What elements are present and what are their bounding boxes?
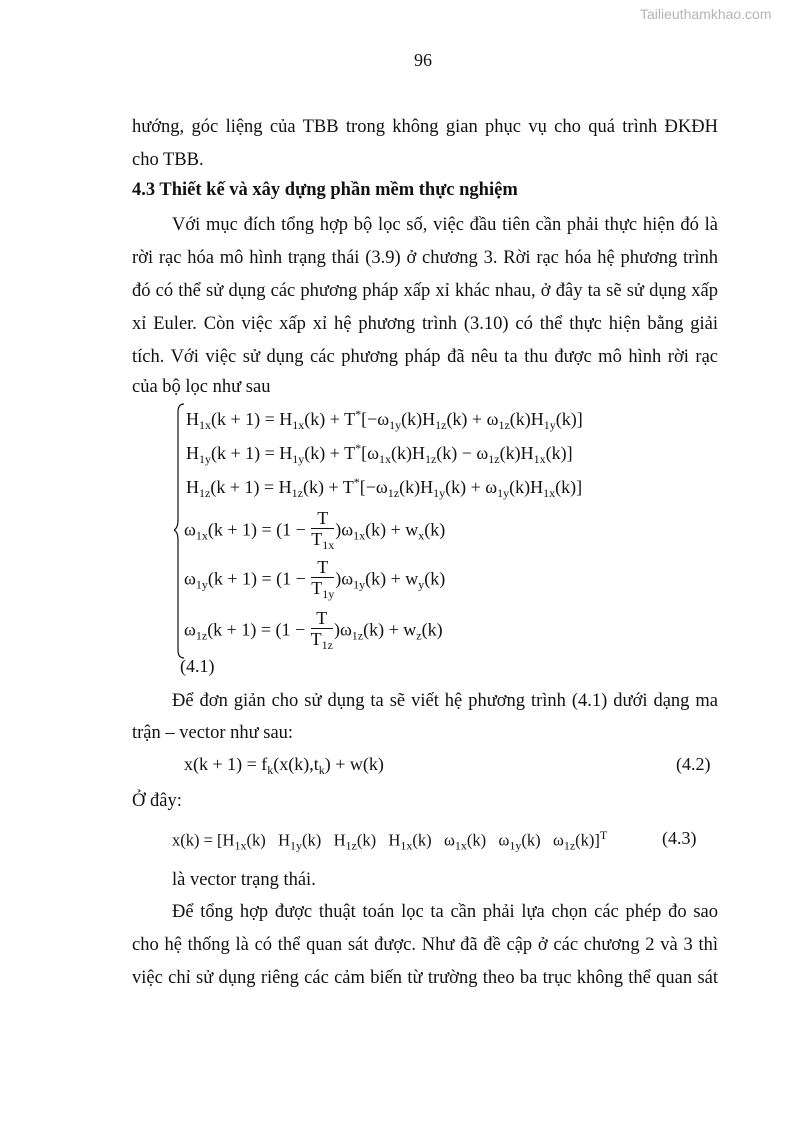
equation-row: $H_{1y}(k + 1) = H_{1y}(k) + T^*[\omega_{1x}(k)H_{1z}(k) - \omega_{1z}(k)H_{1x}(k)]$ <box>186 441 573 466</box>
section-heading: 4.3 Thiết kế và xây dựng phần mềm thực nghiệm <box>132 180 518 200</box>
equation-row: $H_{1z}(k + 1) = H_{1z}(k) + T^*[-\omega_{1z}(k)H_{1y}(k) + \omega_{1y}(k)H_{1x}(k)]$ <box>186 475 583 500</box>
paragraph-line: việc chỉ sử dụng riêng các cảm biến từ trường theo ba trục không thể quan sát <box>132 968 718 988</box>
paragraph-line: Để tổng hợp được thuật toán lọc ta cần phải lựa chọn các phép đo sao <box>172 902 718 922</box>
paragraph-line: của bộ lọc như sau <box>132 377 271 397</box>
paragraph-line: Với mục đích tổng hợp bộ lọc số, việc đầu tiên cần phải thực hiện đó là <box>172 215 718 235</box>
paragraph-line: trận – vector như sau: <box>132 723 294 743</box>
paragraph-line: hướng, góc liệng của TBB trong không gian phục vụ cho quá trình ĐKĐH <box>132 117 718 137</box>
watermark: Tailieuthamkhao.com <box>640 6 772 22</box>
paragraph-line: Để đơn giản cho sử dụng ta sẽ viết hệ phương trình (4.1) dưới dạng ma <box>172 691 718 711</box>
paragraph-line: đó có thể sử dụng các phương pháp xấp xỉ khác nhau, ở đây ta sẽ sử dụng xấp <box>132 281 718 301</box>
paragraph-line: tích. Với việc sử dụng các phương pháp đã nêu ta thu được mô hình rời rạc <box>132 347 718 367</box>
equation-row: $\omega_{1y}(k + 1) = (1$ − $\frac{T}{T_{1y}}$ )$\omega_{1y}(k) + w_y(k)$ <box>184 557 446 601</box>
paragraph-line: cho hệ thống là có thể quan sát được. Như đã đề cập ở các chương 2 và 3 thì <box>132 935 718 955</box>
equation-row: $\omega_{1z}(k + 1) = (1$ − $\frac{T}{T_{1z}}$ )$\omega_{1z}(k) + w_z(k)$ <box>184 608 443 652</box>
equation-label: (4.2) <box>676 754 711 774</box>
paragraph-line: xỉ Euler. Còn việc xấp xỉ hệ phương trình (3.10) có thể thực hiện bằng giải <box>132 314 718 334</box>
paragraph-line: cho TBB. <box>132 150 204 170</box>
equation-label: (4.1) <box>180 656 215 676</box>
equation-label: (4.3) <box>662 828 697 848</box>
equation-row: $\omega_{1x}(k + 1) = (1$ − $\frac{T}{T_{1x}}$ )$\omega_{1x}(k) + w_x(k)$ <box>184 508 446 552</box>
paragraph-line: rời rạc hóa mô hình trạng thái (3.9) ở chương 3. Rời rạc hóa hệ phương trình <box>132 248 718 268</box>
equation-row: $H_{1x}(k + 1) = H_{1x}(k) + T^*[-\omega_{1y}(k)H_{1z}(k) + \omega_{1z}(k)H_{1y}(k)]$ <box>186 407 583 432</box>
equation-4-3: $x(k) = [H_{1x}(k)$ $H_{1y}(k)$ $H_{1z}(k)$ $H_{1x}(k)$ $\omega_{1x}(k)$ $\omega_{1y}(k)$ $\omega_{1z}(k)]^T$ <box>172 828 608 853</box>
paragraph-line: Ở đây: <box>132 791 182 811</box>
equation-4-2: $x(k + 1) = f_k(x(k),t_k) + w(k)$ <box>184 754 384 777</box>
paragraph-line: là vector trạng thái. <box>172 870 316 890</box>
page-number: 96 <box>414 50 432 70</box>
